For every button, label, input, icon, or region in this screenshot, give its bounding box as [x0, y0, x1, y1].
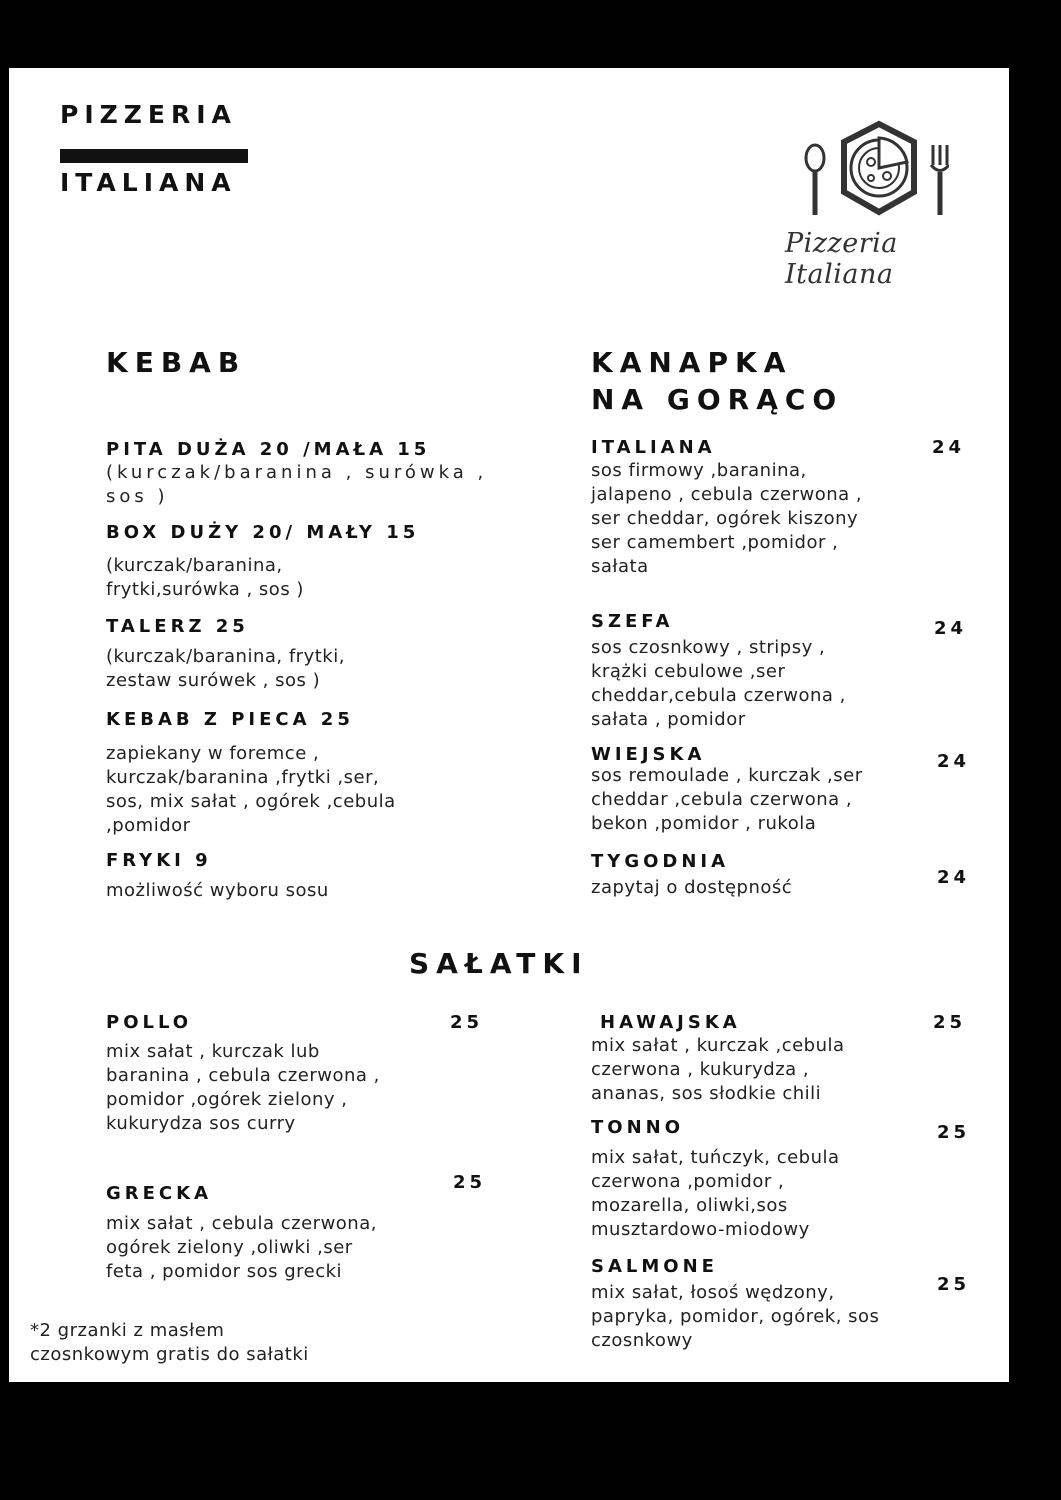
kebab-title: KEBAB — [106, 346, 247, 379]
kebab-item-name: FRYKI 9 — [106, 850, 212, 871]
kanapka-item-name: TYGODNIA — [591, 851, 730, 872]
kebab-item-name: PITA DUŻA 20 /MAŁA 15 — [106, 439, 431, 460]
logo-text: Pizzeria Italiana — [785, 228, 898, 290]
salad-item-price: 25 — [933, 1012, 967, 1033]
brand-line2: ITALIANA — [60, 168, 237, 197]
kanapka-item-desc: sos czosnkowy , stripsy , krążki cebulowe ,ser cheddar,cebula czerwona , sałata , pomidor — [591, 637, 846, 730]
salad-item-price: 25 — [937, 1122, 971, 1143]
kebab-item-desc: (kurczak/baranina, frytki,surówka , sos ) — [106, 555, 304, 600]
pizza-logo-icon — [799, 120, 949, 230]
salad-item-name: POLLO — [106, 1012, 193, 1033]
salad-item-desc: mix sałat , kurczak ,cebula czerwona , kukurydza , ananas, sos słodkie chili — [591, 1035, 845, 1104]
salad-item-price: 25 — [937, 1274, 971, 1295]
kanapka-item-name: ITALIANA — [591, 437, 716, 458]
kanapka-item-price: 24 — [937, 867, 971, 888]
salatki-title: SAŁATKI — [409, 947, 589, 980]
kebab-item-desc: (kurczak/baranina , surówka , sos ) — [106, 462, 488, 507]
salad-item-desc: mix sałat , cebula czerwona, ogórek zielony ,oliwki ,ser feta , pomidor sos grecki — [106, 1213, 377, 1282]
kanapka-item-name: SZEFA — [591, 611, 674, 632]
kebab-item-name: KEBAB Z PIECA 25 — [106, 709, 354, 730]
salad-item-price: 25 — [453, 1172, 487, 1193]
salad-note: *2 grzanki z masłem czosnkowym gratis do sałatki — [30, 1320, 309, 1365]
kanapka-item-price: 24 — [937, 751, 971, 772]
kanapka-item-desc: sos firmowy ,baranina, jalapeno , cebula czerwona , ser cheddar, ogórek kiszony ser camembert ,pomidor , sałata — [591, 460, 863, 577]
kebab-item-desc: możliwość wyboru sosu — [106, 880, 329, 901]
salad-item-price: 25 — [450, 1012, 484, 1033]
kanapka-item-price: 24 — [932, 437, 966, 458]
brand-line1: PIZZERIA — [60, 100, 237, 129]
kanapka-title-line1: KANAPKA — [591, 346, 793, 379]
kanapka-item-desc: sos remoulade , kurczak ,ser cheddar ,cebula czerwona , bekon ,pomidor , rukola — [591, 765, 863, 834]
kanapka-item-price: 24 — [934, 618, 968, 639]
salad-item-name: TONNO — [591, 1117, 685, 1138]
kebab-item-desc: zapiekany w foremce , kurczak/baranina ,frytki ,ser, sos, mix sałat , ogórek ,cebula ,pomidor — [106, 743, 396, 836]
salad-item-name: HAWAJSKA — [600, 1012, 741, 1033]
salad-item-desc: mix sałat, łosoś wędzony, papryka, pomidor, ogórek, sos czosnkowy — [591, 1282, 880, 1351]
kebab-item-desc: (kurczak/baranina, frytki, zestaw surówek , sos ) — [106, 646, 345, 691]
salad-item-desc: mix sałat , kurczak lub baranina , cebula czerwona , pomidor ,ogórek zielony , kukurydza sos curry — [106, 1041, 380, 1134]
brand-divider — [60, 149, 248, 163]
kanapka-title-line2: NA GORĄCO — [591, 383, 844, 416]
kanapka-item-name: WIEJSKA — [591, 744, 706, 765]
kanapka-item-desc: zapytaj o dostępność — [591, 877, 793, 898]
kebab-item-name: BOX DUŻY 20/ MAŁY 15 — [106, 522, 420, 543]
salad-item-name: SALMONE — [591, 1256, 718, 1277]
salad-item-desc: mix sałat, tuńczyk, cebula czerwona ,pomidor , mozarella, oliwki,sos musztardowo-miodowy — [591, 1147, 840, 1240]
kebab-item-name: TALERZ 25 — [106, 616, 249, 637]
salad-item-name: GRECKA — [106, 1183, 213, 1204]
menu-page — [9, 68, 1009, 1382]
